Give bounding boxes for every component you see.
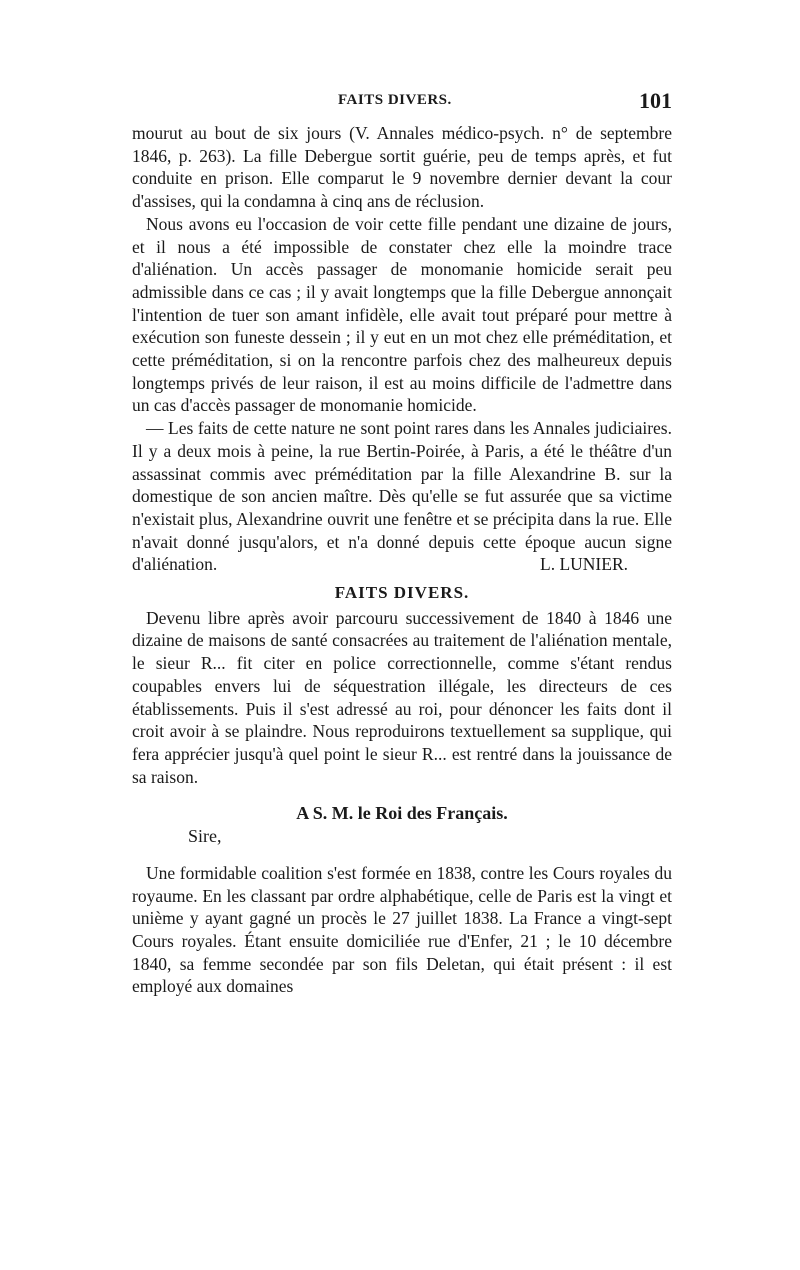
paragraph-text: — Les faits de cette nature ne sont point rares dans les Annales judiciaires. Il y a deux mois à peine, la rue Bertin-Poirée, à Paris, a été le théâtre d'un assassinat commis avec préméditation par la fille Alexandrine B. sur la domestique de son ancien maître. Dès qu'elle se fut assurée que sa victime n'existait plus, Alexandrine ouvrit une fenêtre et se précipita dans la rue. Elle n'avait donné jusqu'alors, et n'a donné depuis cette époque aucun signe d'aliénation. — [132, 418, 672, 575]
paragraph — [132, 417, 672, 576]
paragraph: mourut au bout de six jours (V. Annales médico-psych. n° de septembre 1846, p. 263). La fille Debergue sortit guérie, peu de temps après, et fut conduite en prison. Elle comparut le 9 novembre dernier devant la cour d'assises, qui la condamna à cinq ans de réclusion. — [132, 123, 672, 212]
paragraph: Une formidable coalition s'est formée en 1838, contre les Cours royales du royaume. En les classant par ordre alphabétique, celle de Paris est la vingt et unième y ayant gagné un procès le 27 juillet 1838. La France a vingt-sept Cours royales. Étant ensuite domiciliée rue d'Enfer, 21 ; le 10 décembre 1840, sa femme secondée par son fils Deletan, qui était présent : il est employé aux domaines — [132, 862, 672, 997]
paragraph: Devenu libre après avoir parcouru successivement de 1840 à 1846 une dizaine de maisons de santé consacrées au traitement de l'aliénation mentale, le sieur R... fit citer en police correctionnelle, comme s'étant rendus coupables envers lui de séquestration illégale, les directeurs de ces établissements. Puis il s'est adressé au roi, pour dénoncer les faits dont il croit avoir à se plaindre. Nous reproduirons textuellement sa supplique, qui fera apprécier jusqu'à quel point le sieur R... est rentré dans la jouissance de sa raison. — [132, 607, 672, 787]
section-title: FAITS DIVERS. — [334, 583, 470, 603]
page-number: 101 — [639, 88, 672, 113]
letter-address: A S. M. le Roi des Français. — [296, 803, 508, 824]
body-text — [132, 122, 672, 998]
running-head: FAITS DIVERS. — [338, 92, 452, 108]
author-signature: L. LUNIER. — [540, 554, 628, 575]
page-header — [132, 88, 672, 116]
paragraph: Nous avons eu l'occasion de voir cette fille pendant une dizaine de jours, et il nous a été impossible de constater chez elle la moindre trace d'aliénation. Un accès passager de monomanie homicide serait peu admissible dans ce cas ; il y avait longtemps que la fille Debergue annonçait l'intention de tuer son amant infidèle, elle avait tout préparé pour mettre à exécution son funeste dessein ; il y eut en un mot chez elle préméditation, et cette préméditation, si on la rencontre parfois chez des malheureux depuis longtemps privés de leur raison, il est au moins difficile de l'admettre dans un cas d'accès passager de monomanie homicide. — [132, 213, 672, 416]
letter-salutation: Sire, — [188, 826, 222, 847]
